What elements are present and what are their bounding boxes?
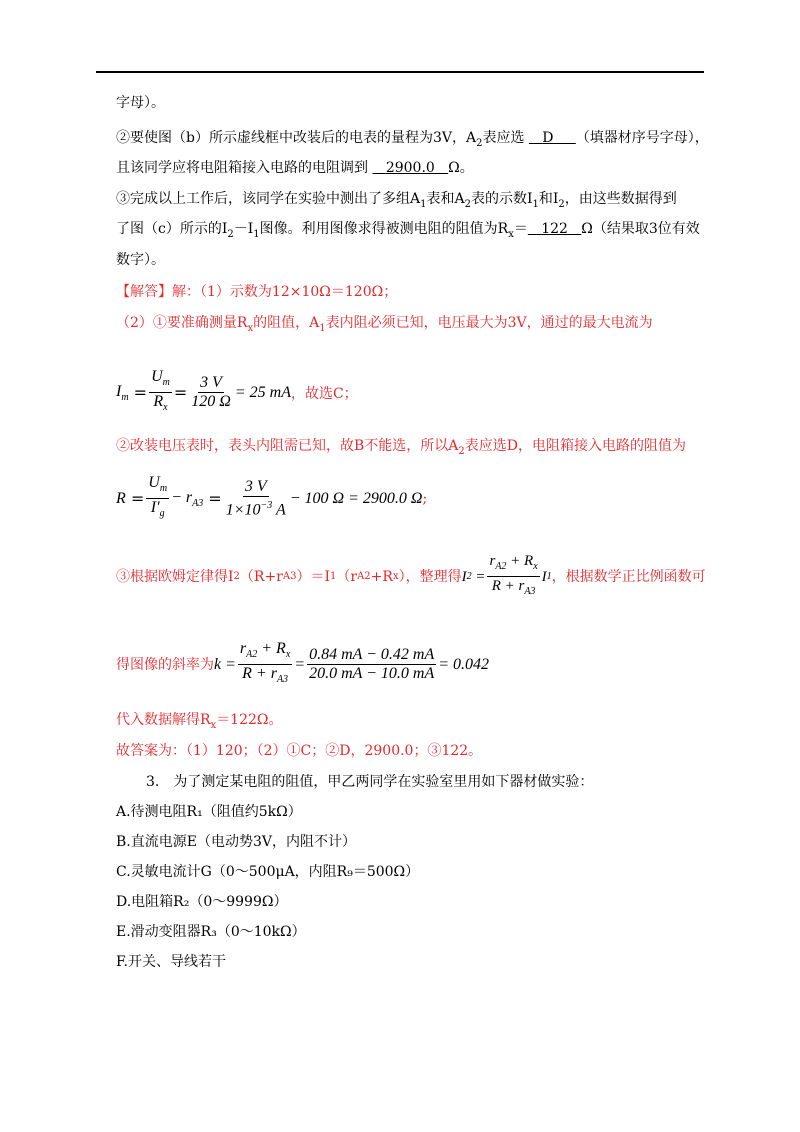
header-rule xyxy=(96,71,704,73)
solution-line-3: ②改装电压表时，表头内阻需已知，故B不能选，所以$A_2$表应选D，电阻箱接入电路的阻值为 xyxy=(116,438,687,457)
solution-line-1: 【解答】解：（1）示数为12×10Ω＝120Ω； xyxy=(116,284,398,300)
equipment-item: A.待测电阻R₁（阻值约5kΩ） xyxy=(116,804,302,820)
solution-line-6: 代入数据解得$R_x=122\Omega$。 xyxy=(116,712,283,731)
answer-blank: D xyxy=(542,130,554,146)
question-2-line: ②要使图（b）所示虚线框中改装后的电表的量程为3V，$A_2$表应选 D （填器材序号字母）， xyxy=(116,130,709,149)
question-3-line-3: 数字）。 xyxy=(116,252,165,268)
problem-3-title: 3. 为了测定某电阻的阻值，甲乙两同学在实验室里用如下器材做实验： xyxy=(146,774,594,790)
question-2-line-2: 且该同学应将电阻箱接入电路的电阻调到 2900.0 Ω。 xyxy=(116,160,474,176)
equipment-item: F.开关、导线若干 xyxy=(116,954,226,970)
text-line: 字母）。 xyxy=(116,95,165,111)
equation-resistance: R = $\frac{U_m}{I'_g}$ − $r_{A3}$ = $\frac{3 V}{1\times 10^{-3} A}$ − 100 Ω = 2900.0 Ω ; xyxy=(116,474,428,520)
solution-line-4: ③根据欧姆定律得I 2 （R+r A3 ）＝I 1 （r A2 +R x ），整理得 I 2 = $\frac{r_{A2} + R_x}{R + r_{A3}}$ I 1 ，根据数学正比例函数可 xyxy=(116,553,706,597)
answer-blank: 2900.0 xyxy=(385,160,435,176)
solution-line-2: （2）①要准确测量$R_x$的阻值，$A_1$表内阻必须已知，电压最大为3V，通过的最大电流为 xyxy=(116,315,653,334)
solution-line-5: 得图像的斜率为 k = $\frac{r_{A2} + R_x}{R + r_{A3}}$ = $\frac{0.84 mA - 0.42 mA}{20.0 mA - 10.0 mA}$ = 0.042 xyxy=(116,640,490,686)
equipment-item: B.直流电源E（电动势3V，内阻不计） xyxy=(116,834,356,850)
equation-max-current: $I_m$ = $\frac{U_m}{R_x}$ = $\frac{3 V}{120 \Omega}$ = 25 mA ，故选C； xyxy=(116,368,358,414)
answer-line: 故答案为：（1）120；（2）①C；②D，2900.0；③122。 xyxy=(116,743,483,759)
question-3-line-2: 了图（c）所示的$I_2-I_1$图像。利用图像求得被测电阻的阻值为$R_x=$ 122 Ω（结果取3位有效 xyxy=(116,221,700,240)
equipment-item: E.滑动变阻器R₃（0～10kΩ） xyxy=(116,924,306,940)
question-3-line: ③完成以上工作后，该同学在实验中测出了多组$A_1$表和$A_2$表的示数$I_1$和$I_2$，由这些数据得到 xyxy=(116,191,677,210)
equipment-item: C.灵敏电流计G（0～500μA，内阻R₉＝500Ω） xyxy=(116,864,420,880)
answer-blank: 122 xyxy=(541,221,568,237)
equipment-item: D.电阻箱R₂（0～9999Ω） xyxy=(116,894,288,910)
